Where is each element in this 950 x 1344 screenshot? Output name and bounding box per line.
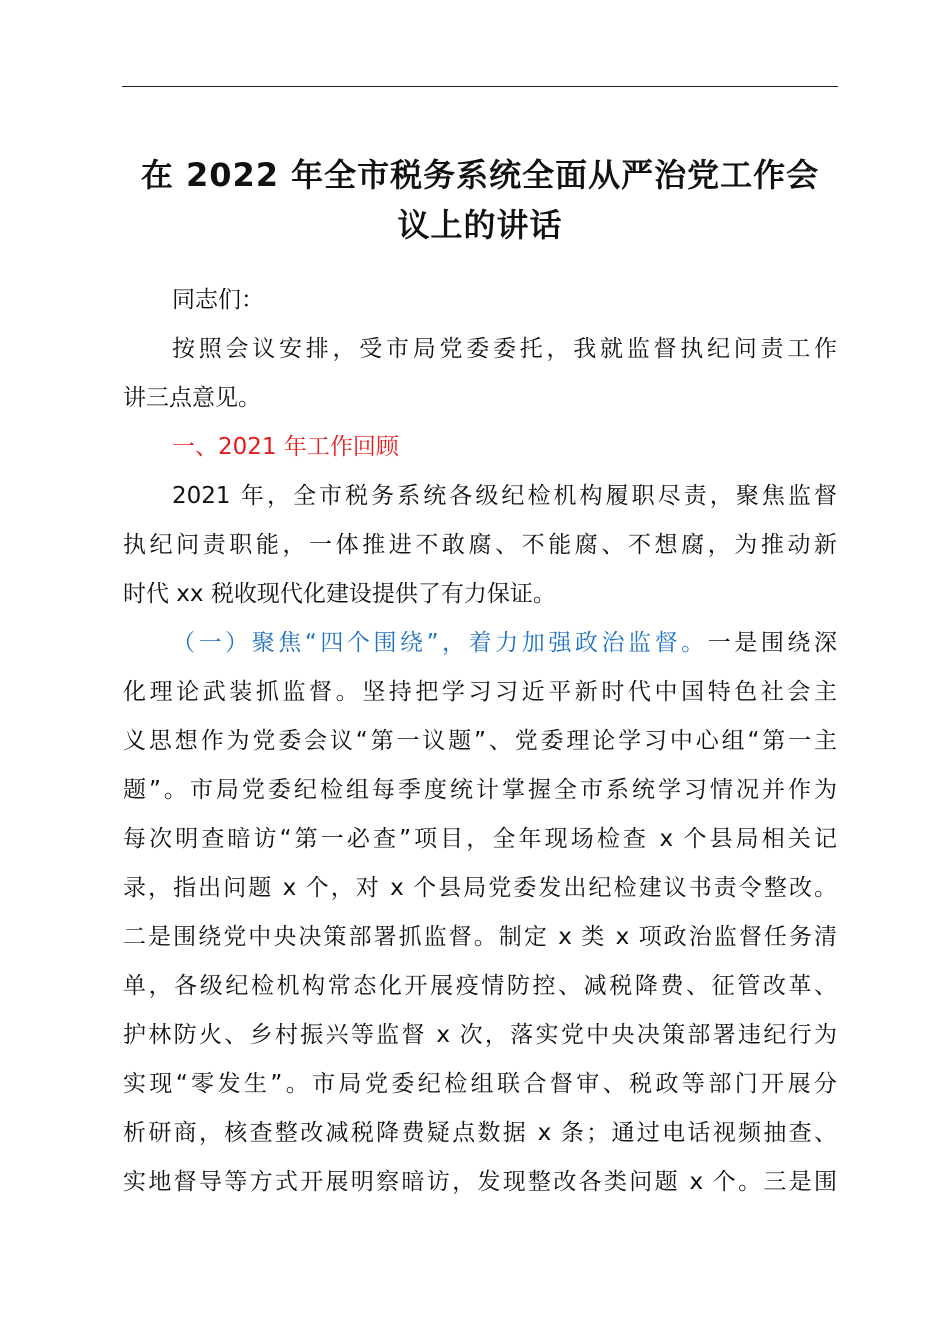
paragraph-line: 化理论武装抓监督。坚持把学习习近平新时代中国特色社会主 [123, 679, 837, 705]
paragraph-line: 实现“零发生”。市局党委纪检组联合督审、税政等部门开展分 [123, 1071, 837, 1097]
subsection-first-line [172, 619, 837, 668]
paragraph-line: 二是围绕党中央决策部署抓监督。制定 x 类 x 项政治监督任务清 [123, 924, 837, 950]
subsection-heading: （一）聚焦“四个围绕”，着力加强政治监督。 [172, 630, 708, 656]
document-title-line-1: 在 2022 年全市税务系统全面从严治党工作会 [140, 156, 820, 194]
paragraph-line: 2021 年，全市税务系统各级纪检机构履职尽责，聚焦监督 [172, 483, 837, 509]
paragraph-line: 每次明查暗访“第一必查”项目，全年现场检查 x 个县局相关记 [123, 826, 837, 852]
intro-line: 讲三点意见。 [123, 385, 261, 411]
intro-line: 按照会议安排，受市局党委委托，我就监督执纪问责工作 [172, 336, 837, 362]
paragraph-line: 执纪问责职能，一体推进不敢腐、不能腐、不想腐，为推动新 [123, 532, 837, 558]
paragraph-line: 析研商，核查整改减税降费疑点数据 x 条；通过电话视频抽查、 [123, 1120, 837, 1146]
paragraph-line: 护林防火、乡村振兴等监督 x 次，落实党中央决策部署违纪行为 [123, 1022, 837, 1048]
section-heading: 一、2021 年工作回顾 [172, 434, 399, 460]
paragraph-line: 实地督导等方式开展明察暗访，发现整改各类问题 x 个。三是围 [123, 1169, 837, 1195]
paragraph-line: 单，各级纪检机构常态化开展疫情防控、减税降费、征管改革、 [123, 973, 837, 999]
document-title-line-2: 议上的讲话 [397, 206, 563, 244]
paragraph-line: 录，指出问题 x 个，对 x 个县局党委发出纪检建议书责令整改。 [123, 875, 837, 901]
salutation: 同志们： [172, 287, 264, 313]
paragraph-line: 题”。市局党委纪检组每季度统计掌握全市系统学习情况并作为 [123, 777, 837, 803]
header-rule [122, 86, 838, 87]
paragraph-line: 时代 xx 税收现代化建设提供了有力保证。 [123, 581, 556, 607]
paragraph-line: 义思想作为党委会议“第一议题”、党委理论学习中心组“第一主 [123, 728, 837, 754]
subsection-first-line-rest: 一是围绕深 [707, 630, 837, 656]
